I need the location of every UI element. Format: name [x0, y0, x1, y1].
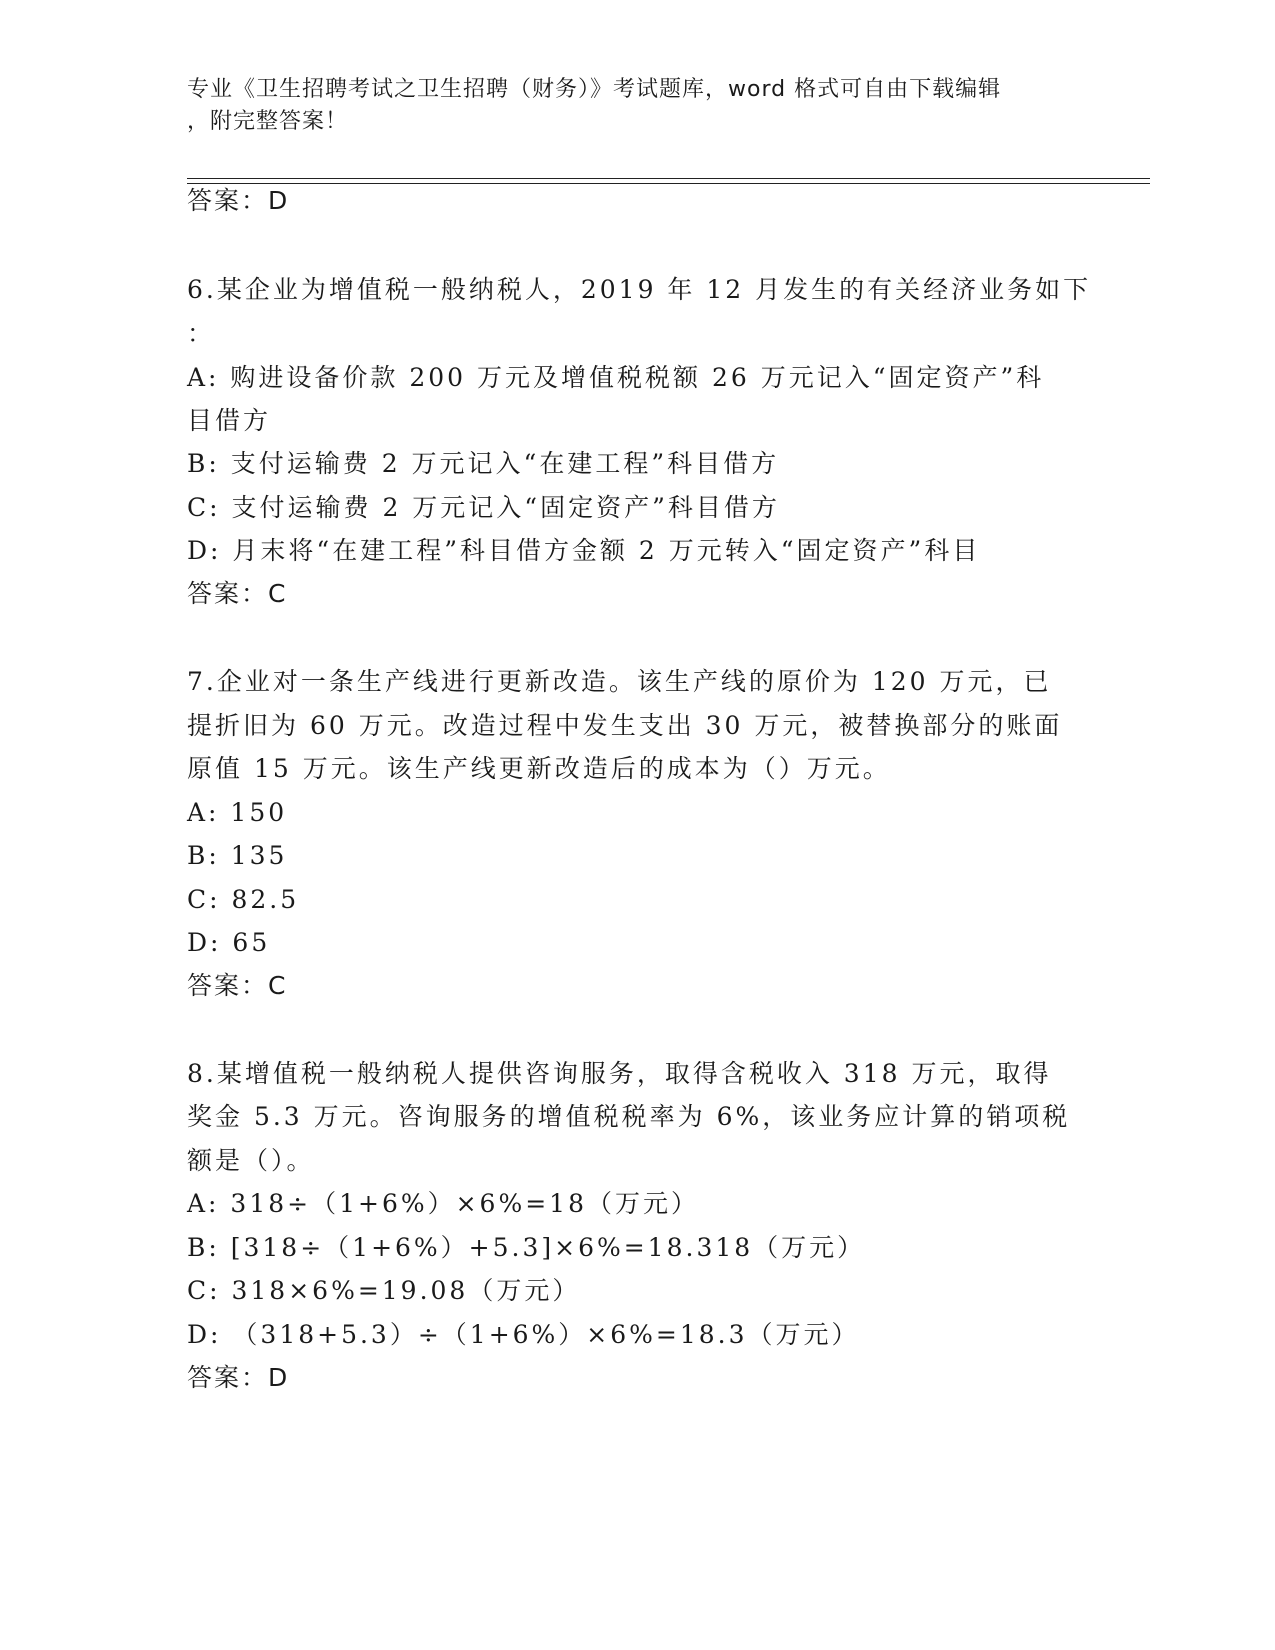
option-a: A: 150: [187, 798, 288, 827]
question-stem-line: 7.企业对一条生产线进行更新改造。该生产线的原价为 120 万元，已: [187, 667, 1052, 696]
option-b: B: 支付运输费 2 万元记入“在建工程”科目借方: [187, 449, 780, 478]
header-title-line-2: ，附完整答案！: [187, 109, 349, 134]
question-stem-line: 提折旧为 60 万元。改造过程中发生支出 30 万元，被替换部分的账面: [187, 711, 1063, 740]
option-a: A: 318÷（1+6%）×6%=18（万元）: [187, 1189, 699, 1218]
header-divider-bottom: [187, 183, 1150, 184]
option-d: D: 月末将“在建工程”科目借方金额 2 万元转入“固定资产”科目: [187, 536, 981, 565]
header-divider-top: [187, 178, 1150, 179]
option-c: C: 82.5: [187, 885, 300, 914]
question-stem-line: 6.某企业为增值税一般纳税人，2019 年 12 月发生的有关经济业务如下: [187, 275, 1092, 304]
header-title-line-1: 专业《卫生招聘考试之卫生招聘（财务）》考试题库，word 格式可自由下载编辑: [187, 77, 1002, 102]
question-stem-line: ：: [187, 319, 216, 348]
previous-answer: 答案：D: [187, 186, 290, 215]
option-c: C: 318×6%=19.08（万元）: [187, 1276, 581, 1305]
question-stem-line: 额是（）。: [187, 1146, 315, 1175]
option-d: D: 65: [187, 928, 271, 957]
option-b: B: 135: [187, 841, 288, 870]
answer: 答案：D: [187, 1363, 290, 1392]
option-c: C: 支付运输费 2 万元记入“固定资产”科目借方: [187, 493, 780, 522]
question-stem-line: 8.某增值税一般纳税人提供咨询服务，取得含税收入 318 万元，取得: [187, 1059, 1052, 1088]
option-d: D: （318+5.3）÷（1+6%）×6%=18.3（万元）: [187, 1320, 860, 1349]
answer: 答案：C: [187, 579, 288, 608]
option-a-continued: 目借方: [187, 406, 272, 435]
option-b: B: [318÷（1+6%）+5.3]×6%=18.318（万元）: [187, 1233, 866, 1262]
option-a: A: 购进设备价款 200 万元及增值税税额 26 万元记入“固定资产”科: [187, 363, 1045, 392]
answer: 答案：C: [187, 971, 288, 1000]
page-header: [187, 74, 1067, 138]
question-stem-line: 奖金 5.3 万元。咨询服务的增值税税率为 6%，该业务应计算的销项税: [187, 1102, 1071, 1131]
question-stem-line: 原值 15 万元。该生产线更新改造后的成本为（）万元。: [187, 754, 891, 783]
